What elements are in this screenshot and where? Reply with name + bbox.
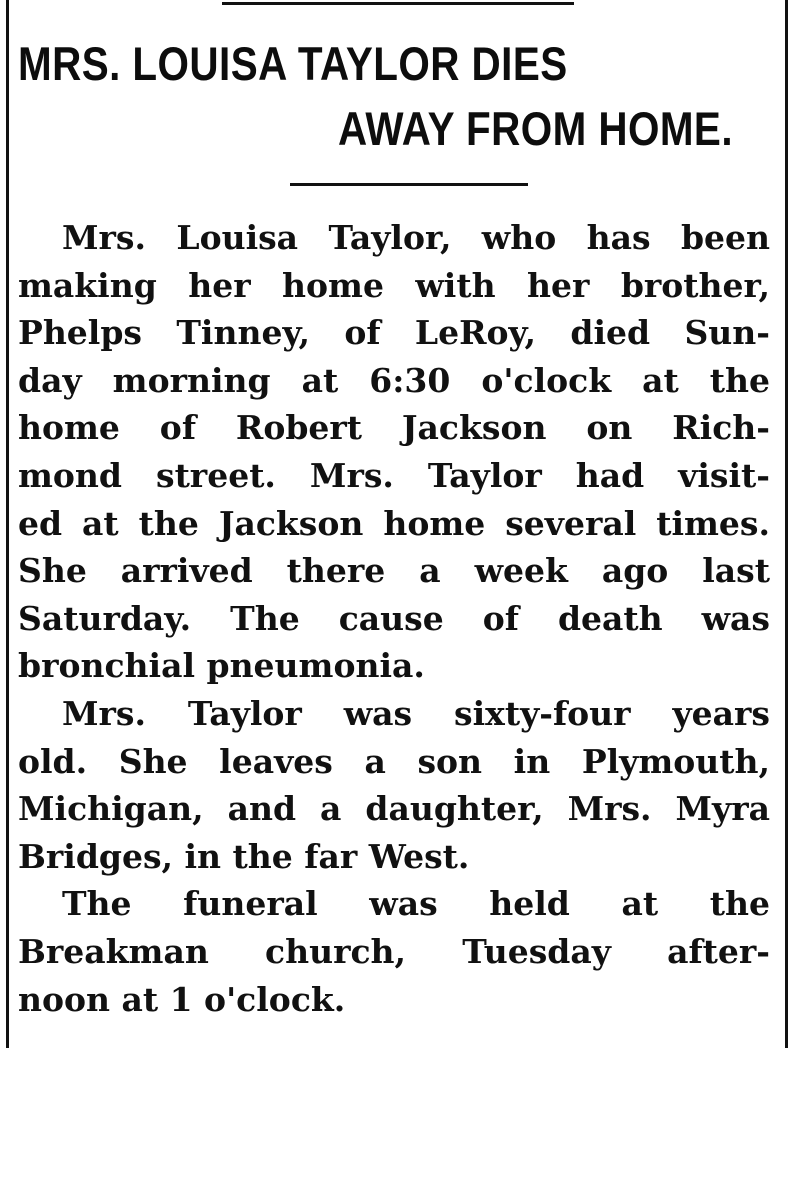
text-line: Mrs. Taylor was sixty-four years [62, 693, 770, 733]
top-rule [222, 2, 574, 5]
paragraph-3 [18, 880, 770, 1023]
text-line: Mrs. Louisa Taylor, who has been [62, 218, 770, 257]
headline-divider [290, 183, 528, 186]
headline-line-1: MRS. LOUISA TAYLOR DIES [18, 37, 568, 90]
text-line: Saturday. The cause of death was [18, 598, 770, 638]
text-line: The funeral was held at the [62, 884, 770, 924]
article-body [18, 214, 770, 1023]
text-line: Michigan, and a daughter, Mrs. Myra [18, 789, 770, 829]
text-line: ed at the Jackson home several times. [18, 503, 770, 543]
text-line: bronchial pneumonia. [18, 646, 425, 686]
text-line: making her home with her brother, [18, 265, 770, 305]
text-line: Breakman church, Tuesday after- [18, 931, 770, 971]
text-line: Bridges, in the far West. [18, 836, 470, 876]
text-line: day morning at 6:30 o'clock at the [18, 360, 770, 400]
text-line: noon at 1 o'clock. [18, 979, 346, 1019]
headline-line-2: AWAY FROM HOME. [338, 102, 733, 155]
paragraph-1 [18, 214, 770, 690]
paragraph-2 [18, 690, 770, 880]
text-line: She arrived there a week ago last [18, 551, 770, 591]
text-line: old. She leaves a son in Plymouth, [18, 741, 770, 781]
text-line: home of Robert Jackson on Rich- [18, 408, 770, 448]
text-line: Phelps Tinney, of LeRoy, died Sun- [18, 313, 770, 353]
text-line: mond street. Mrs. Taylor had visit- [18, 455, 770, 495]
